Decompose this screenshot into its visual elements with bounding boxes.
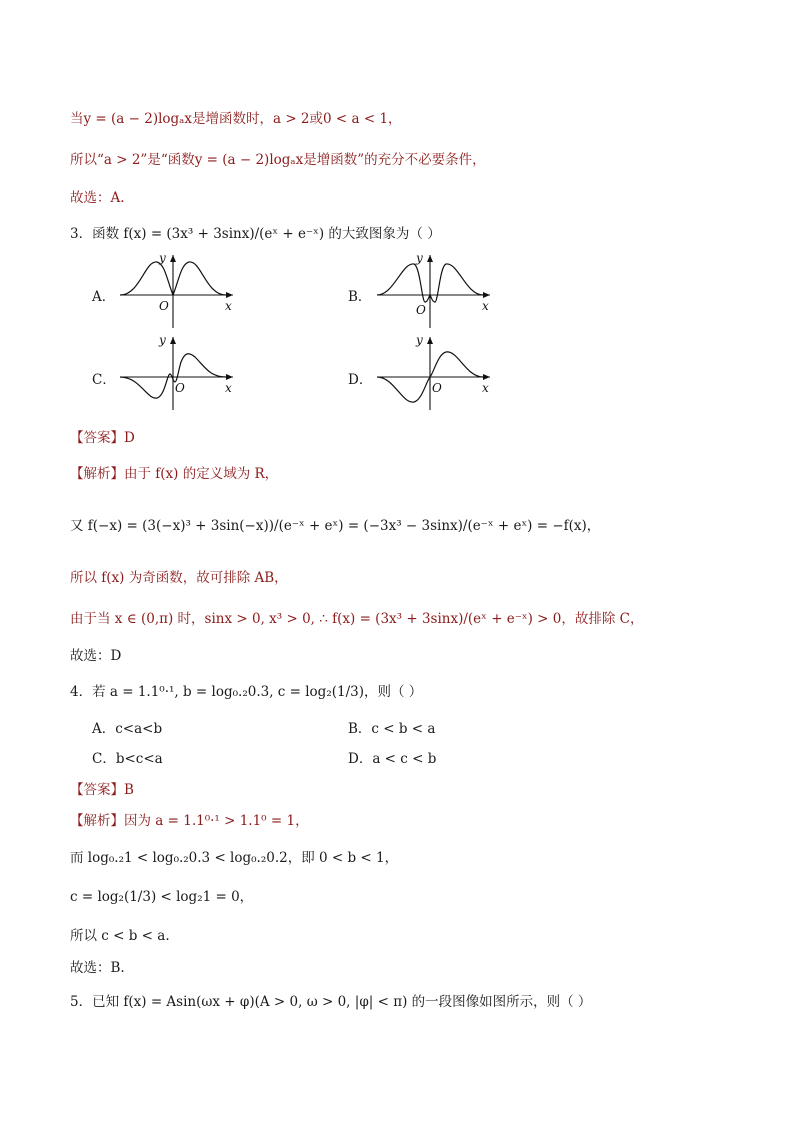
- q3-b-origin: O: [416, 303, 426, 317]
- q3-option-c-label: C．: [92, 372, 116, 388]
- explanation-4e: 故选：B.: [70, 960, 125, 976]
- question-5: 5．已知 f(x) = Asin(ωx + φ)(A > 0, ω > 0, |φ| < π) 的一段图像如图所示，则（ ）: [70, 994, 592, 1010]
- explanation-4a: 【解析】因为 a = 1.1⁰·¹ > 1.1⁰ = 1，: [70, 813, 309, 829]
- q3-c-y-label: y: [159, 333, 166, 347]
- q4-option-a: A．c<a<b: [92, 721, 163, 737]
- explanation-3b: 又 f(−x) = (3(−x)³ + 3sin(−x))/(e⁻ˣ + eˣ) = (−3x³ − 3sinx)/(e⁻ˣ + eˣ) = −f(x)，: [70, 518, 601, 534]
- explanation-4d: 所以 c < b < a.: [70, 928, 170, 944]
- q4-option-b: B．c < b < a: [348, 721, 436, 737]
- q3-option-c-graph: [115, 332, 240, 412]
- answer-4: 【答案】B: [70, 782, 134, 798]
- text-line-2: 所以“a > 2”是“函数y = (a − 2)logₐx是增函数”的充分不必要条件，: [70, 152, 486, 168]
- q4-option-d: D．a < c < b: [348, 751, 437, 767]
- q3-option-a-graph: [115, 250, 240, 330]
- explanation-3a: 【解析】由于 f(x) 的定义域为 R，: [70, 466, 279, 482]
- q3-d-y-label: y: [416, 333, 423, 347]
- q3-option-d-label: D．: [348, 372, 373, 388]
- q3-option-a-label: A．: [92, 289, 116, 305]
- question-4: 4．若 a = 1.1⁰·¹, b = log₀.₂0.3, c = log₂(1/3)，则（ ）: [70, 684, 423, 700]
- q3-option-d-graph: [372, 332, 497, 412]
- q3-a-y-label: y: [159, 251, 166, 265]
- explanation-3d: 由于当 x ∈ (0,π) 时，sinx > 0, x³ > 0, ∴ f(x) = (3x³ + 3sinx)/(eˣ + e⁻ˣ) > 0，故排除 C，: [70, 611, 644, 627]
- text-line-3: 故选：A.: [70, 190, 125, 206]
- q3-c-x-label: x: [225, 381, 232, 395]
- answer-3: 【答案】D: [70, 430, 135, 446]
- q3-b-x-label: x: [482, 299, 489, 313]
- q4-option-c: C．b<c<a: [92, 751, 163, 767]
- q3-option-b-graph: [372, 250, 497, 330]
- explanation-3c: 所以 f(x) 为奇函数，故可排除 AB，: [70, 570, 288, 586]
- explanation-4b: 而 log₀.₂1 < log₀.₂0.3 < log₀.₂0.2，即 0 < b < 1，: [70, 850, 399, 866]
- q3-a-x-label: x: [225, 299, 232, 313]
- q3-a-origin: O: [159, 299, 169, 313]
- q3-d-x-label: x: [482, 381, 489, 395]
- q3-option-b-label: B．: [348, 289, 372, 305]
- q3-d-origin: O: [432, 381, 442, 395]
- explanation-3e: 故选：D: [70, 648, 122, 664]
- question-3: 3．函数 f(x) = (3x³ + 3sinx)/(eˣ + e⁻ˣ) 的大致图象为（ ）: [70, 226, 441, 242]
- explanation-4c: c = log₂(1/3) < log₂1 = 0，: [70, 889, 254, 905]
- q3-c-origin: O: [175, 381, 185, 395]
- text-line-1: 当y = (a − 2)logₐx是增函数时，a > 2或0 < a < 1，: [70, 111, 402, 127]
- q3-b-y-label: y: [416, 251, 423, 265]
